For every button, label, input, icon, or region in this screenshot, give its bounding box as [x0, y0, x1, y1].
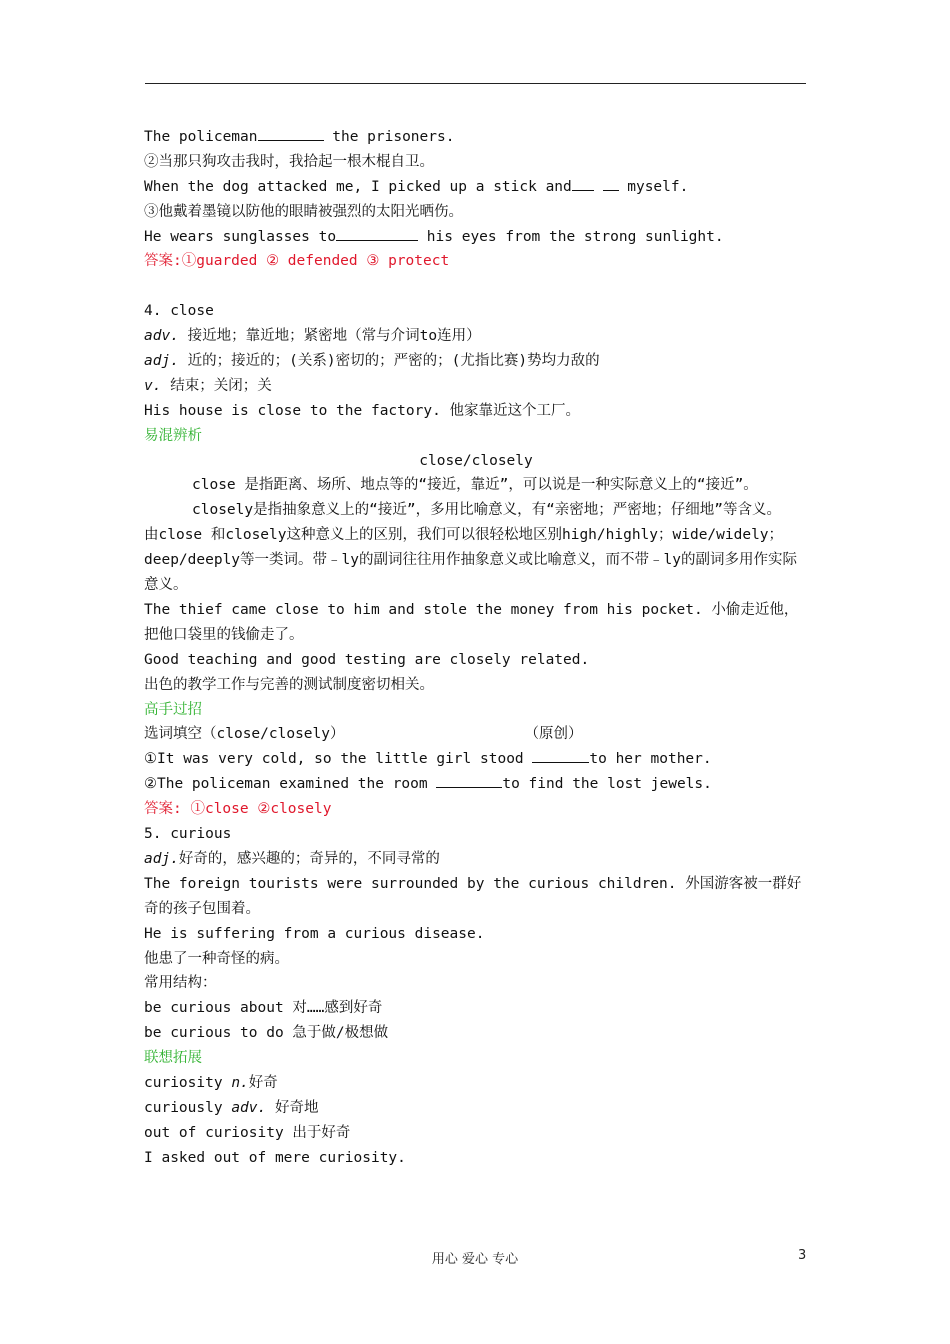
answer-blank [336, 225, 418, 241]
structure-item: be curious about 对……感到好奇 [144, 1000, 383, 1017]
example-sentence: The thief came close to him and stole the money from his pocket. 小偷走近他，把他口袋里的钱偷走了。 [144, 602, 799, 643]
text: ②The policeman examined the room [144, 776, 437, 793]
example-sentence: His house is close to the factory. 他家靠近这个工厂。 [144, 402, 581, 419]
text: myself. [618, 178, 689, 195]
definition [144, 847, 808, 872]
text: He wears sunglasses to [144, 228, 337, 245]
text: When the dog attacked me, I picked up a stick and [144, 178, 572, 195]
text: ①It was very cold, so the little girl stood [144, 751, 533, 768]
related-word: out of curiosity 出于好奇 [144, 1124, 351, 1141]
text: 好奇地 [266, 1099, 319, 1116]
example-translation: 出色的教学工作与完善的测试制度密切相关。 [144, 676, 434, 693]
subsection-label: 联想拓展 [144, 1050, 202, 1067]
exercise-line [144, 125, 808, 150]
definition [144, 349, 808, 374]
part-of-speech: adj. [144, 850, 179, 867]
text: （原创） [524, 726, 583, 743]
part-of-speech: n. [231, 1074, 249, 1091]
subsection-title: close/closely [419, 452, 533, 469]
example-translation: 他患了一种奇怪的病。 [144, 950, 289, 967]
answer-blank [436, 772, 502, 788]
section-heading: 5. curious [144, 826, 232, 843]
definition [144, 374, 808, 399]
answer-blank [258, 125, 324, 141]
paragraph: close 是指距离、场所、地点等的“接近，靠近”，可以说是一种实际意义上的“接近”。 [192, 477, 758, 494]
text: to her mother. [589, 751, 712, 768]
page-body [144, 125, 808, 1171]
footer-motto: 用心 爱心 专心 [431, 1252, 519, 1267]
text: the prisoners. [323, 129, 455, 145]
example-sentence: I asked out of mere curiosity. [144, 1149, 406, 1166]
answer-blank [603, 175, 619, 191]
text: curiosity [144, 1074, 232, 1091]
text: to find the lost jewels. [502, 776, 712, 793]
structure-item: be curious to do 急于做/极想做 [144, 1025, 389, 1042]
exercise-line [144, 225, 808, 250]
answer-blank [532, 747, 589, 763]
paragraph: 由close 和closely这种意义上的区别，我们可以很轻松地区别high/highly；wide/widely；deep/deeply等一类词。带﹣ly的副词往往用作抽象意义或比喻意义，而不带﹣ly的副词多用作实际意义。 [144, 527, 797, 594]
text: 近的；接近的；(关系)密切的；严密的；(尤指比赛)势均力敌的 [178, 353, 600, 370]
answer-key: 答案:①guarded ② defended ③ protect [144, 253, 450, 270]
text: 结束；关闭；关 [161, 377, 272, 394]
subsection-label: 高手过招 [144, 701, 202, 718]
answer-blank [572, 175, 594, 191]
exercise-line [144, 747, 808, 772]
exercise-line [144, 772, 808, 797]
answer-key: 答案: ①close ②closely [144, 801, 332, 818]
subsection-label: 易混辨析 [144, 427, 202, 444]
text: curiously [144, 1099, 232, 1116]
related-word [144, 1071, 808, 1096]
text: his eyes from the strong sunlight. [418, 228, 724, 245]
header-rule [145, 83, 806, 84]
part-of-speech: v. [144, 377, 162, 394]
page-number: 3 [798, 1248, 807, 1263]
exercise-line: ②当那只狗攻击我时，我拾起一根木棍自卫。 [144, 153, 434, 170]
section-heading: 4. close [144, 303, 214, 320]
exercise-line: ③他戴着墨镜以防他的眼睛被强烈的太阳光晒伤。 [144, 203, 463, 220]
part-of-speech: adv. [144, 328, 179, 345]
text: The policeman [144, 129, 258, 145]
related-word [144, 1096, 808, 1121]
paragraph: closely是指抽象意义上的“接近”，多用比喻意义，有“亲密地；严密地；仔细地”等含义。 [192, 502, 782, 519]
text: 好奇的，感兴趣的；奇异的，不同寻常的 [178, 850, 440, 867]
part-of-speech: adv. [231, 1099, 267, 1116]
spacer [144, 274, 808, 299]
example-sentence: He is suffering from a curious disease. [144, 925, 485, 942]
text: 好奇 [248, 1074, 278, 1091]
text: 接近地；靠近地；紧密地（常与介词to连用） [178, 328, 481, 345]
exercise-line [144, 175, 808, 200]
text: 选词填空（close/closely） [144, 726, 345, 743]
definition [144, 324, 808, 349]
task-line [144, 722, 808, 747]
structure-label: 常用结构： [144, 975, 217, 992]
example-sentence: The foreign tourists were surrounded by the curious children. 外国游客被一群好奇的孩子包围着。 [144, 875, 802, 917]
part-of-speech: adj. [144, 353, 179, 370]
example-sentence: Good teaching and good testing are closely related. [144, 651, 590, 668]
